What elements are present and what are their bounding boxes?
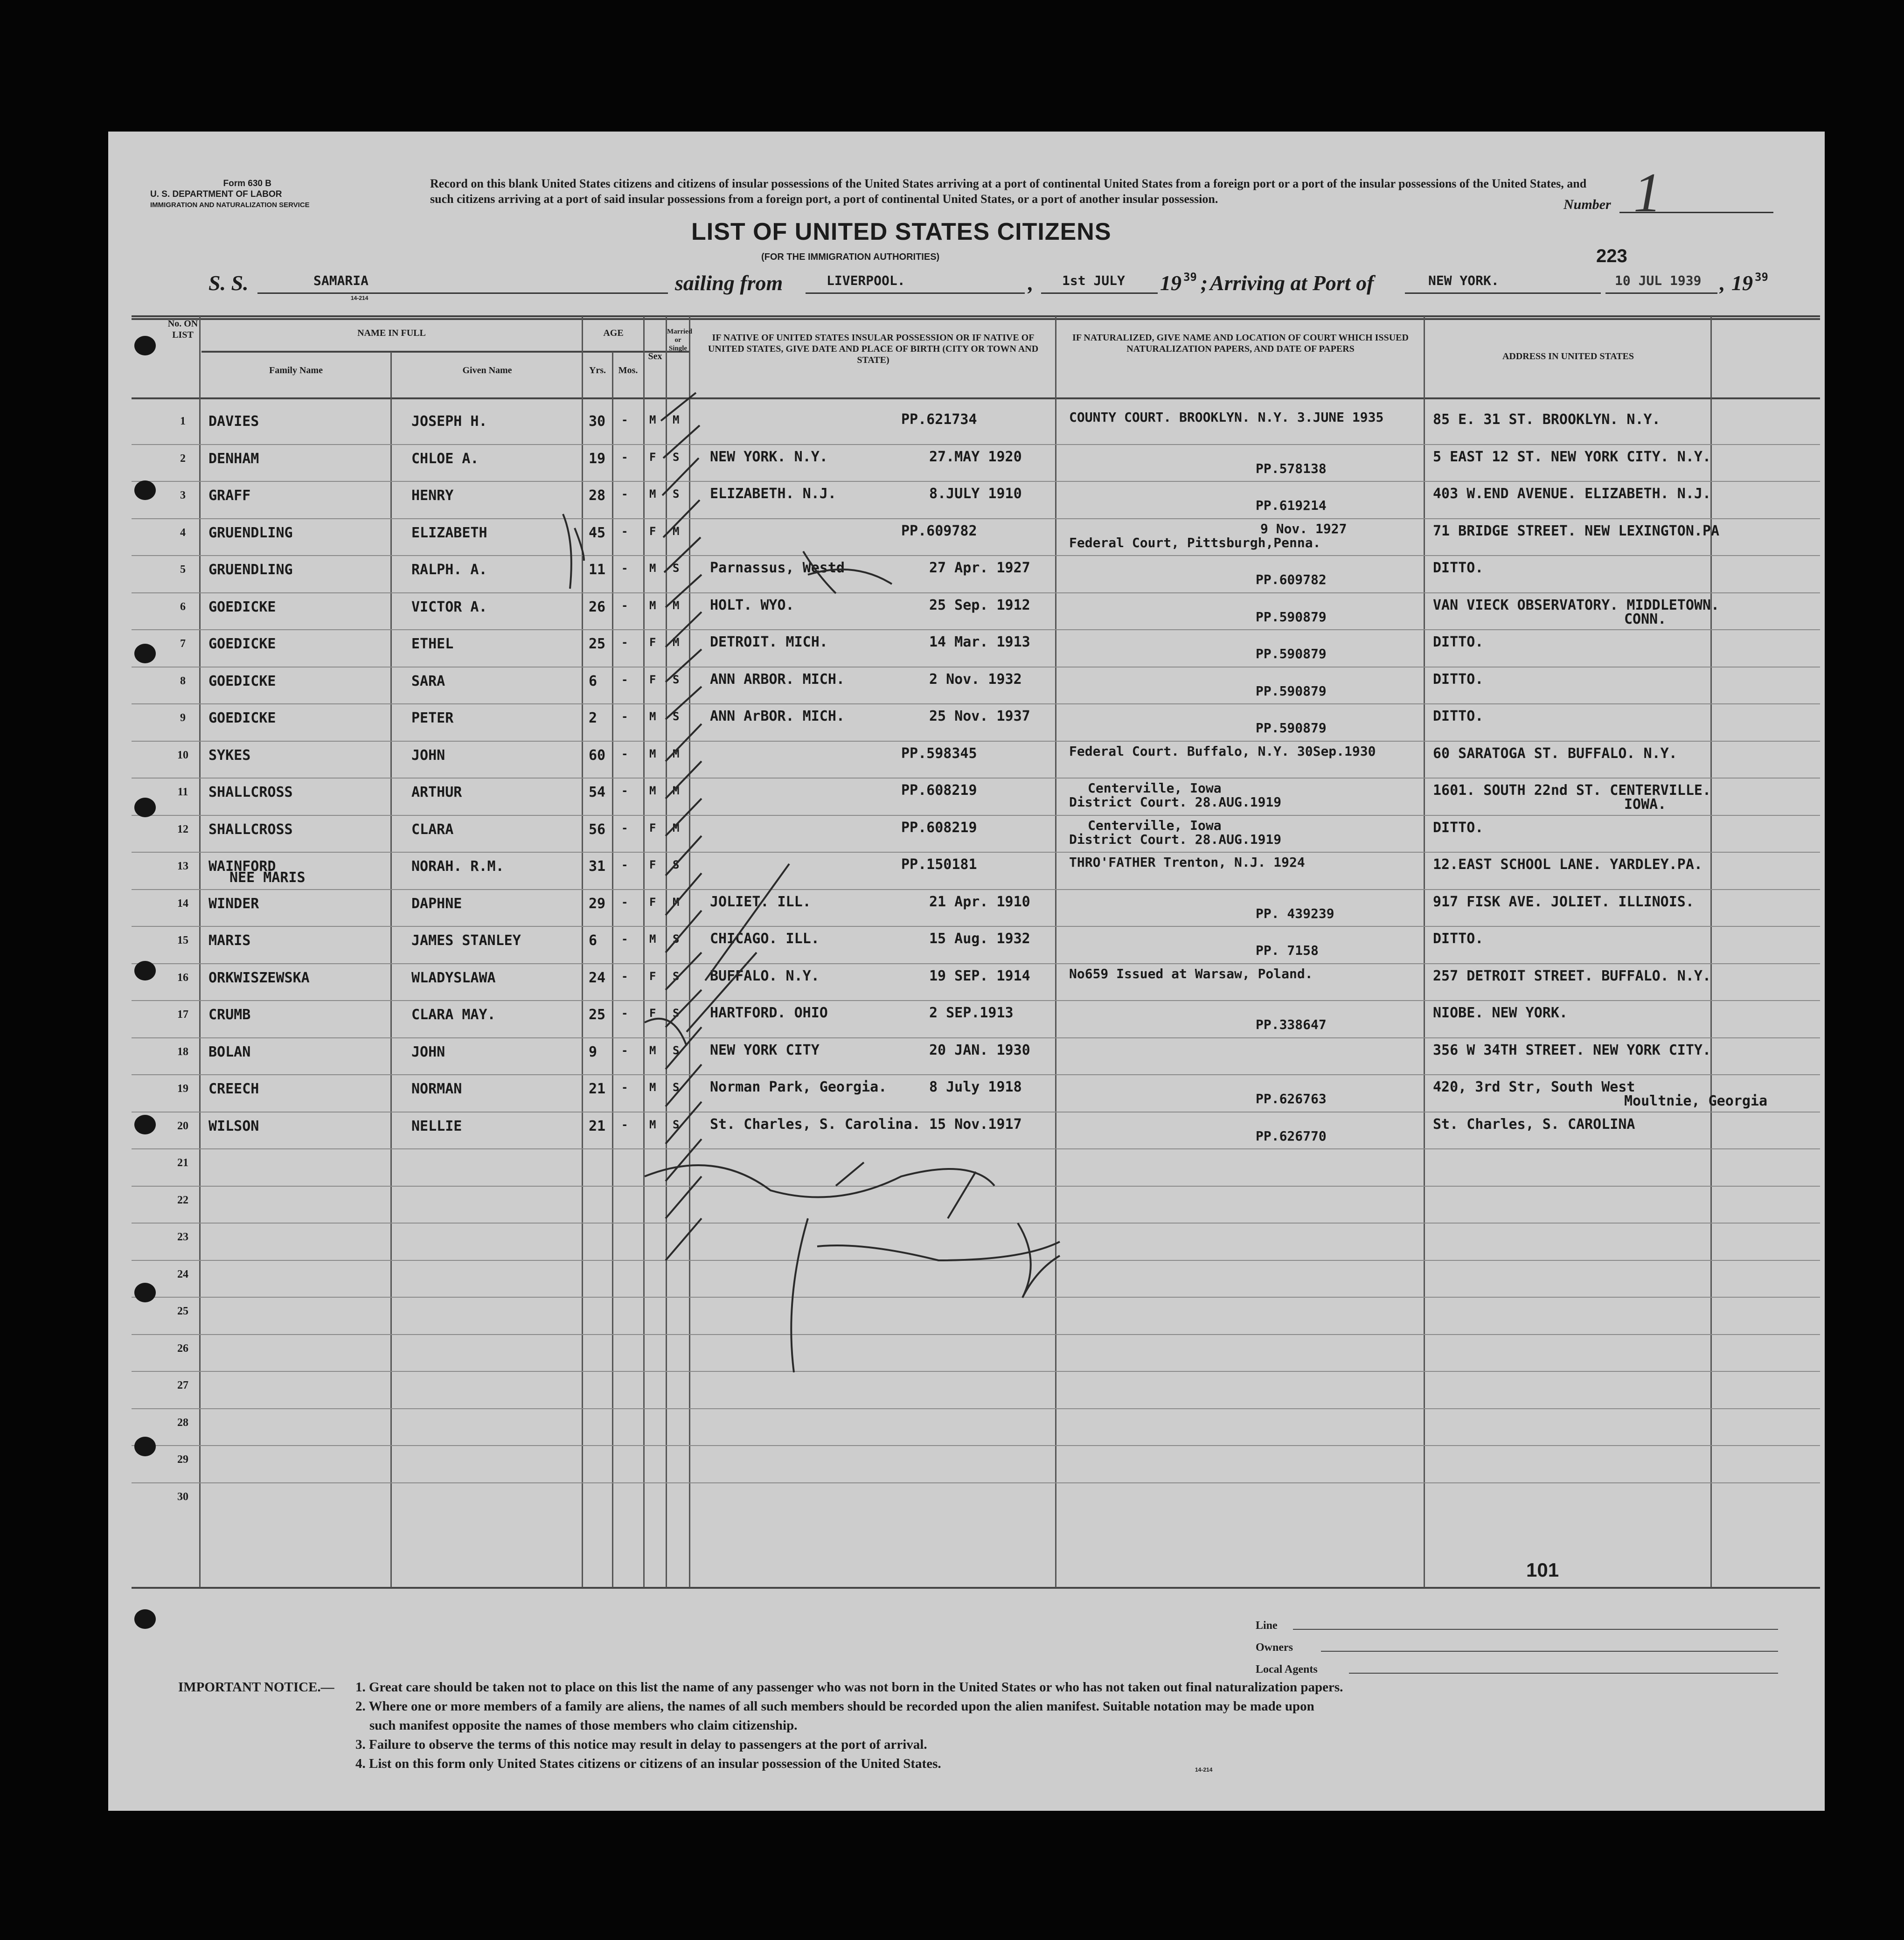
given-name-cell: ARTHUR <box>411 784 462 800</box>
age-months-cell: - <box>621 636 628 649</box>
sex-cell: F <box>649 524 656 538</box>
row-number: 28 <box>177 1416 188 1429</box>
row-number: 3 <box>180 489 186 501</box>
naturalization-cell: COUNTY COURT. BROOKLYN. N.Y. 3.JUNE 1935 <box>1069 410 1384 425</box>
marital-status-cell: S <box>673 858 680 871</box>
sex-cell: F <box>649 821 656 834</box>
row-number: 19 <box>177 1083 188 1095</box>
col-header-mos: Mos. <box>618 365 638 375</box>
form-service: IMMIGRATION AND NATURALIZATION SERVICE <box>150 201 310 209</box>
col-header-given: Given Name <box>462 365 512 375</box>
row-number: 7 <box>180 638 186 650</box>
marital-status-cell: M <box>673 784 680 797</box>
birthplace-cell: ELIZABETH. N.J. <box>710 486 836 502</box>
marital-status-cell: M <box>673 636 680 649</box>
birthplace-cell: DETROIT. MICH. <box>710 634 828 650</box>
address-cell: DITTO. <box>1433 819 1484 836</box>
sex-cell: M <box>649 747 656 760</box>
footer-page-number: 101 <box>1526 1559 1559 1581</box>
form-dept: U. S. DEPARTMENT OF LABOR <box>150 189 282 199</box>
birthplace-cell: ANN ARBOR. MICH. <box>710 671 845 688</box>
naturalization-cell: THRO'FATHER Trenton, N.J. 1924 <box>1069 855 1305 870</box>
row-number: 23 <box>177 1231 188 1243</box>
marital-status-cell: S <box>673 1007 680 1020</box>
depart-year: 39 <box>1183 271 1197 284</box>
row-number: 15 <box>177 934 188 946</box>
row-number: 2 <box>180 452 186 465</box>
number-label: Number <box>1564 197 1611 212</box>
sex-cell: F <box>649 895 656 909</box>
address-cell: DITTO. <box>1433 708 1484 724</box>
row-number: 20 <box>177 1119 188 1132</box>
age-years-cell: 45 <box>589 524 606 541</box>
arrive-year: 39 <box>1755 271 1768 284</box>
age-months-cell: - <box>621 821 628 834</box>
sex-cell: M <box>649 598 656 612</box>
marital-status-cell: S <box>673 562 680 575</box>
sex-cell: M <box>649 1043 656 1057</box>
family-name-cell: WAINFORD <box>208 858 276 875</box>
family-name-cell: DENHAM <box>208 450 259 467</box>
naturalization-cell-line2: PP.590879 <box>1256 683 1327 699</box>
given-name-cell: JOHN <box>411 747 445 764</box>
birthplace-cell: JOLIET. ILL. <box>710 893 811 910</box>
age-years-cell: 28 <box>589 487 606 504</box>
age-years-cell: 60 <box>589 747 606 764</box>
family-name-cell: GOEDICKE <box>208 673 276 689</box>
binder-hole <box>134 480 156 500</box>
marital-status-cell: M <box>673 895 680 909</box>
manifest-sheet: Form 630 B U. S. DEPARTMENT OF LABOR IMMIGRATION AND NATURALIZATION SERVICE Record on this blank United States citizens and citizens of insular possessions of the United States arriving at a port of continental United States from a foreign port or a port of the insular possessions of the United States, and such citizens arriving at a port of said insular possessions from a foreign port, a port of continental United States, or a port of another insular possession. Number 1 LIST OF UNITED STATES CITIZENS (FOR THE IMMIGRATION AUTHORITIES) 223 S. S. SAMARIA 14-214 sailing from LIVERPOOL. , 1st JULY 19 39 ; Arriving at Port of NEW YORK. 10 JUL 1939 , 19 39 No. ON LIST NAME IN FULL Family Name Given Name AGE Yrs. Mos. Sex Married or Single IF NATIVE OF UNITED STATES INSULAR POSSESSION OR IF NATIVE OF UNITED STATES, GIVE DATE AND PLACE OF BIRTH (CITY OR TOWN AND STATE) IF NATURALIZED, GIVE NAME AND LOCATION OF COURT WHICH ISSUED NATURALIZATION PAPERS, AND DATE OF PAPERS ADDRESS IN UNITED STATES 1 2 3 4 5 6 7 8 9 10 11 12 13 14 15 16 17 18 19 20 21 22 23 24 25 26 27 28 29 30 DAVIES JOSEPH H. 30 - M M PP.621734 COUNTY COURT. BROOKLYN. N.Y. 3.JUNE 1935 85 E. 31 ST. BROOKLYN. N.Y. DENHAM CHLOE A. 19 - F S NEW YORK. N.Y. 27.MAY 1920 PP.578138 5 EAST 12 ST. NEW YORK CITY. N.Y. GRAFF HENRY 28 - M S ELIZABETH. N.J. 8.JULY 1910 PP.619214 403 W.END AVENUE. ELIZABETH. N.J. GRUENDLING ELIZABETH 45 - F M PP.609782 9 Nov. 1927 Federal Court, Pittsburgh,Penna. 71 BRIDGE STREET. NEW LEXINGTON.PA GRUENDLING RALPH. A. 11 - M S Parnassus, Westd 27 Apr. 1927 PP.609782 DITTO. GOEDICKE VICTOR A. 26 - M M HOLT. WYO. 25 Sep. 1912 PP.590879 VAN VIECK OBSERVATORY. MIDDLETOWN. CONN. GOEDICKE ETHEL 25 - F M DETROIT. MICH. 14 Mar. 1913 PP.590879 DITTO. GOEDICKE SARA 6 - F S ANN ARBOR. MICH. 2 Nov. 1932 PP.590879 DITTO. GOEDICKE PETER 2 - M S ANN ArBOR. MICH. 25 Nov. 1937 PP.590879 DITTO. SYKES JOHN 60 - M M PP.598345 Federal Court. Buffalo, N.Y. 30Sep.1930 60 SARATOGA ST. BUFFALO. N.Y. SHALLCROSS ARTHUR 54 - M M PP.608219 Centerville, Iowa District Court. 28.AUG.1919 1601. SOUTH 22nd ST. CENTERVILLE. IOWA. SHALLCROSS CLARA 56 - F M PP.608219 Centerville, Iowa District Court. 28.AUG.1919 DITTO. WAINFORD NORAH. R.M. 31 - F S PP.150181 THRO'FATHER Trenton, N.J. 1924 12.EAST SCHOOL LANE. YARDLEY.PA. NEE MARIS WINDER DAPHNE 29 - F M JOLIET. ILL. 21 Apr. 1910 PP. 439239 917 FISK AVE. JOLIET. ILLINOIS. MARIS JAMES STANLEY 6 - M S CHICAGO. ILL. 15 Aug. 1932 PP. 7158 DITTO. ORKWISZEWSKA WLADYSLAWA 24 - F S BUFFALO. N.Y. 19 SEP. 1914 No659 Issued at Warsaw, Poland. 257 DETROIT STREET. BUFFALO. N.Y. CRUMB CLARA MAY. 25 - F S HARTFORD. OHIO 2 SEP.1913 PP.338647 NIOBE. NEW YORK. BOLAN JOHN 9 - M S NEW YORK CITY 20 JAN. 1930 356 W 34TH STREET. NEW YORK CITY. CREECH NORMAN 21 - M S Norman Park, Georgia. 8 July 1918 PP.626763 420, 3rd Str, South West Moultnie, Georgia WILSON NELLIE 21 - M S St. Charles, S. Carolina. 15 Nov.1917 PP.626770 St. Charles, S. CAROLINA 101 Line Owners Local Agents IMPORTANT NOTICE.— 1. Great care should be taken not to place on this list the name of any passenger who was not born in the United States or who has not taken out final naturalization papers. 2. Where one or more members of a family are aliens, the names of all such members should be recorded upon the alien manifest. Suitable notation may be made upon such manifest opposite the names of those members who claim citizenship. 3. Failure to observe the terms of this notice may result in delay to passengers at the port of arrival. 4. List on this form only United States citizens or citizens of an insular possession of the United States. 14-214 <box>108 132 1825 1811</box>
row-number: 27 <box>177 1379 188 1391</box>
birth-date-cell: 2 SEP.1913 <box>929 1005 1014 1021</box>
given-name-cell: JOHN <box>411 1043 445 1060</box>
address-cell: 71 BRIDGE STREET. NEW LEXINGTON.PA <box>1433 522 1720 539</box>
birth-date-cell: 8.JULY 1910 <box>929 486 1022 502</box>
col-header-name: NAME IN FULL <box>357 328 426 338</box>
row-number: 25 <box>177 1305 188 1317</box>
row-number: 13 <box>177 860 188 872</box>
binder-hole <box>134 1437 156 1456</box>
family-name-cell: GOEDICKE <box>208 710 276 726</box>
row-number: 14 <box>177 897 188 910</box>
sex-cell: F <box>649 636 656 649</box>
ship-name: SAMARIA <box>313 273 369 288</box>
sex-cell: M <box>649 487 656 501</box>
age-months-cell: - <box>621 562 628 575</box>
handwritten-marks <box>108 132 1825 1811</box>
birth-date-cell: PP.621734 <box>901 411 977 428</box>
col-header-address: ADDRESS IN UNITED STATES <box>1502 351 1634 362</box>
notice-3: 3. Failure to observe the terms of this notice may result in delay to passengers at the port of arrival. <box>355 1737 927 1752</box>
age-months-cell: - <box>621 413 628 426</box>
row-number: 16 <box>177 971 188 984</box>
family-name-cell: GRUENDLING <box>208 524 293 541</box>
given-name-cell: NELLIE <box>411 1118 462 1134</box>
agent-owners-label: Owners <box>1256 1641 1293 1654</box>
age-months-cell: - <box>621 673 628 686</box>
family-name-cell: SYKES <box>208 747 251 764</box>
birth-date-cell: 27.MAY 1920 <box>929 448 1022 465</box>
birthplace-cell: CHICAGO. ILL. <box>710 931 820 947</box>
family-name-cell: GRAFF <box>208 487 251 504</box>
age-months-cell: - <box>621 524 628 538</box>
binder-hole <box>134 1283 156 1302</box>
age-years-cell: 26 <box>589 598 606 615</box>
given-name-cell: NORMAN <box>411 1081 462 1097</box>
age-years-cell: 54 <box>589 784 606 800</box>
family-name-note-cell: NEE MARIS <box>229 869 306 886</box>
address-cell-line2: IOWA. <box>1624 796 1667 813</box>
family-name-cell: MARIS <box>208 932 251 949</box>
age-years-cell: 21 <box>589 1118 606 1134</box>
birthplace-cell: Norman Park, Georgia. <box>710 1079 887 1095</box>
family-name-cell: ORKWISZEWSKA <box>208 969 310 986</box>
age-years-cell: 25 <box>589 636 606 652</box>
page-number: 223 <box>1596 246 1627 266</box>
row-number: 18 <box>177 1045 188 1058</box>
age-months-cell: - <box>621 858 628 871</box>
birthplace-cell: St. Charles, S. Carolina. <box>710 1116 921 1133</box>
row-number: 22 <box>177 1194 188 1206</box>
agents-block <box>1256 1615 1318 1681</box>
age-months-cell: - <box>621 969 628 983</box>
sex-cell: F <box>649 450 656 464</box>
birth-date-cell: PP.608219 <box>901 819 977 836</box>
address-cell: DITTO. <box>1433 560 1484 576</box>
birth-date-cell: PP.150181 <box>901 856 977 873</box>
depart-date: 1st JULY <box>1062 273 1125 288</box>
address-cell: 917 FISK AVE. JOLIET. ILLINOIS. <box>1433 893 1694 910</box>
age-months-cell: - <box>621 710 628 723</box>
age-years-cell: 24 <box>589 969 606 986</box>
age-years-cell: 11 <box>589 562 606 578</box>
birth-date-cell: PP.609782 <box>901 522 977 539</box>
marital-status-cell: S <box>673 487 680 501</box>
family-name-cell: CREECH <box>208 1081 259 1097</box>
ship-code: 14-214 <box>351 295 368 301</box>
marital-status-cell: S <box>673 673 680 686</box>
binder-hole <box>134 1609 156 1629</box>
sex-cell: M <box>649 932 656 946</box>
notice-code: 14-214 <box>1195 1766 1213 1773</box>
marital-status-cell: M <box>673 413 680 426</box>
given-name-cell: DAPHNE <box>411 895 462 912</box>
row-number: 1 <box>180 415 186 427</box>
naturalization-cell-line2: PP.590879 <box>1256 609 1327 625</box>
birth-date-cell: 21 Apr. 1910 <box>929 893 1030 910</box>
marital-status-cell: S <box>673 932 680 946</box>
naturalization-cell: Centerville, Iowa <box>1088 817 1222 833</box>
given-name-cell: WLADYSLAWA <box>411 969 496 986</box>
birth-date-cell: 25 Nov. 1937 <box>929 708 1030 724</box>
birth-date-cell: 14 Mar. 1913 <box>929 634 1030 650</box>
address-cell: 12.EAST SCHOOL LANE. YARDLEY.PA. <box>1433 856 1702 873</box>
birth-date-cell: 8 July 1918 <box>929 1079 1022 1095</box>
notice-4: 4. List on this form only United States citizens or citizens of an insular possession of the United States. <box>355 1756 941 1771</box>
sex-cell: F <box>649 1007 656 1020</box>
col-header-family: Family Name <box>269 365 323 375</box>
sex-cell: F <box>649 969 656 983</box>
address-cell: St. Charles, S. CAROLINA <box>1433 1116 1635 1133</box>
row-number: 17 <box>177 1008 188 1021</box>
family-name-cell: GOEDICKE <box>208 598 276 615</box>
address-cell: DITTO. <box>1433 634 1484 650</box>
naturalization-cell-line2: District Court. 28.AUG.1919 <box>1069 794 1282 810</box>
row-number: 26 <box>177 1342 188 1355</box>
given-name-cell: RALPH. A. <box>411 562 487 578</box>
age-months-cell: - <box>621 487 628 501</box>
naturalization-cell-line2: PP.626763 <box>1256 1091 1327 1106</box>
sex-cell: F <box>649 673 656 686</box>
marital-status-cell: M <box>673 821 680 834</box>
family-name-cell: SHALLCROSS <box>208 821 293 838</box>
binder-hole <box>134 961 156 980</box>
binder-hole <box>134 336 156 355</box>
given-name-cell: HENRY <box>411 487 454 504</box>
birthplace-cell: NEW YORK. N.Y. <box>710 448 828 465</box>
birthplace-cell: Parnassus, Westd <box>710 560 845 576</box>
naturalization-cell: Federal Court. Buffalo, N.Y. 30Sep.1930 <box>1069 743 1376 759</box>
address-cell: 403 W.END AVENUE. ELIZABETH. N.J. <box>1433 486 1711 502</box>
to-port: NEW YORK. <box>1428 273 1499 288</box>
marital-status-cell: S <box>673 969 680 983</box>
row-number: 5 <box>180 563 186 576</box>
page-title: LIST OF UNITED STATES CITIZENS <box>691 218 1112 245</box>
age-years-cell: 29 <box>589 895 606 912</box>
naturalization-cell-line2: PP.626770 <box>1256 1128 1327 1144</box>
given-name-cell: CHLOE A. <box>411 450 479 467</box>
col-header-no: No. ON LIST <box>167 319 198 340</box>
row-number: 8 <box>180 674 186 687</box>
age-years-cell: 6 <box>589 673 598 689</box>
row-number: 12 <box>177 823 188 835</box>
birth-date-cell: 19 SEP. 1914 <box>929 967 1030 984</box>
address-cell: 257 DETROIT STREET. BUFFALO. N.Y. <box>1433 967 1711 984</box>
sex-cell: M <box>649 710 656 723</box>
row-number: 30 <box>177 1490 188 1503</box>
age-months-cell: - <box>621 1043 628 1057</box>
address-cell: 60 SARATOGA ST. BUFFALO. N.Y. <box>1433 745 1677 762</box>
age-years-cell: 19 <box>589 450 606 467</box>
age-years-cell: 21 <box>589 1081 606 1097</box>
address-cell: 356 W 34TH STREET. NEW YORK CITY. <box>1433 1042 1711 1058</box>
naturalization-cell-line2: PP.590879 <box>1256 646 1327 661</box>
family-name-cell: DAVIES <box>208 413 259 430</box>
age-months-cell: - <box>621 450 628 464</box>
age-years-cell: 31 <box>589 858 606 875</box>
agent-owners-underline <box>1321 1651 1778 1652</box>
notice-2b: such manifest opposite the names of those members who claim citizenship. <box>369 1718 798 1733</box>
row-number: 24 <box>177 1268 188 1280</box>
age-years-cell: 2 <box>589 710 598 726</box>
birth-date-cell: 15 Aug. 1932 <box>929 931 1030 947</box>
row-number: 29 <box>177 1453 188 1466</box>
naturalization-cell-line2: PP.578138 <box>1256 460 1327 476</box>
address-cell: DITTO. <box>1433 671 1484 688</box>
col-header-birth: IF NATIVE OF UNITED STATES INSULAR POSSESSION OR IF NATIVE OF UNITED STATES, GIVE DATE AND PLACE OF BIRTH (CITY OR TOWN AND STATE) <box>708 333 1039 365</box>
age-months-cell: - <box>621 784 628 797</box>
binder-hole <box>134 798 156 817</box>
naturalization-cell-line2: District Court. 28.AUG.1919 <box>1069 831 1282 847</box>
given-name-cell: CLARA <box>411 821 454 838</box>
naturalization-cell-line2: PP.609782 <box>1256 572 1327 587</box>
birthplace-cell: HARTFORD. OHIO <box>710 1005 828 1021</box>
given-name-cell: ELIZABETH <box>411 524 487 541</box>
birthplace-cell: BUFFALO. N.Y. <box>710 967 820 984</box>
address-cell: 85 E. 31 ST. BROOKLYN. N.Y. <box>1433 411 1661 428</box>
family-name-cell: SHALLCROSS <box>208 784 293 800</box>
family-name-cell: BOLAN <box>208 1043 251 1060</box>
given-name-cell: JOSEPH H. <box>411 413 487 430</box>
naturalization-cell-line2: PP.338647 <box>1256 1017 1327 1032</box>
address-cell: 5 EAST 12 ST. NEW YORK CITY. N.Y. <box>1433 448 1711 465</box>
row-number: 6 <box>180 600 186 613</box>
naturalization-cell-line2: Federal Court, Pittsburgh,Penna. <box>1069 535 1321 550</box>
sex-cell: F <box>649 858 656 871</box>
col-header-age: AGE <box>603 328 624 338</box>
agent-line-underline <box>1293 1629 1778 1630</box>
sex-cell: M <box>649 562 656 575</box>
address-cell: DITTO. <box>1433 931 1484 947</box>
age-years-cell: 25 <box>589 1007 606 1023</box>
age-months-cell: - <box>621 598 628 612</box>
family-name-cell: CRUMB <box>208 1007 251 1023</box>
given-name-cell: NORAH. R.M. <box>411 858 504 875</box>
family-name-cell: WINDER <box>208 895 259 912</box>
address-cell-line2: Moultnie, Georgia <box>1624 1093 1768 1109</box>
naturalization-cell: Centerville, Iowa <box>1088 780 1222 796</box>
sex-cell: M <box>649 784 656 797</box>
age-months-cell: - <box>621 895 628 909</box>
row-number: 21 <box>177 1157 188 1169</box>
birth-date-cell: 2 Nov. 1932 <box>929 671 1022 688</box>
given-name-cell: JAMES STANLEY <box>411 932 521 949</box>
marital-status-cell: S <box>673 450 680 464</box>
address-cell: 1601. SOUTH 22nd ST. CENTERVILLE. <box>1433 782 1711 799</box>
address-cell-line2: CONN. <box>1624 611 1667 627</box>
agent-line-label: Line <box>1256 1620 1278 1632</box>
page-subtitle: (FOR THE IMMIGRATION AUTHORITIES) <box>761 252 940 262</box>
given-name-cell: CLARA MAY. <box>411 1007 496 1023</box>
agent-local-label: Local Agents <box>1256 1663 1318 1676</box>
col-header-yrs: Yrs. <box>589 365 606 375</box>
birth-date-cell: 15 Nov.1917 <box>929 1116 1022 1133</box>
birth-date-cell: PP.608219 <box>901 782 977 799</box>
age-years-cell: 30 <box>589 413 606 430</box>
given-name-cell: ETHEL <box>411 636 454 652</box>
notice-1: 1. Great care should be taken not to place on this list the name of any passenger who was not born in the United States or who has not taken out final naturalization papers. <box>355 1680 1343 1695</box>
birth-date-cell: 25 Sep. 1912 <box>929 597 1030 613</box>
age-months-cell: - <box>621 1081 628 1094</box>
binder-hole <box>134 644 156 663</box>
marital-status-cell: S <box>673 1118 680 1131</box>
marital-status-cell: M <box>673 598 680 612</box>
notice-2a: 2. Where one or more members of a family are aliens, the names of all such members should be recorded upon the alien manifest. Suitable notation may be made upon <box>355 1699 1314 1714</box>
birth-date-cell: PP.598345 <box>901 745 977 762</box>
intro-text: Record on this blank United States citizens and citizens of insular possessions of the United States arriving at a port of continental United States from a foreign port or a port of the insular possessions of the United States, and such citizens arriving at a port of said insular possessions from a foreign port, a port of continental United States, or a port of another insular possession. <box>430 177 1587 206</box>
agent-local-underline <box>1349 1673 1778 1674</box>
marital-status-cell: M <box>673 524 680 538</box>
age-months-cell: - <box>621 747 628 760</box>
sex-cell: M <box>649 1118 656 1131</box>
binder-hole <box>134 1115 156 1134</box>
age-months-cell: - <box>621 932 628 946</box>
family-name-cell: GRUENDLING <box>208 562 293 578</box>
address-cell: VAN VIECK OBSERVATORY. MIDDLETOWN. <box>1433 597 1720 613</box>
birthplace-cell: HOLT. WYO. <box>710 597 794 613</box>
form-id: Form 630 B <box>223 179 271 188</box>
birthplace-cell: ANN ArBOR. MICH. <box>710 708 845 724</box>
birth-date-cell: 20 JAN. 1930 <box>929 1042 1030 1058</box>
depart-year-prefix: 19 <box>1160 271 1181 295</box>
arriving-label: Arriving at Port of <box>1210 271 1374 295</box>
col-header-naturalized: IF NATURALIZED, GIVE NAME AND LOCATION OF COURT WHICH ISSUED NATURALIZATION PAPERS, AND DATE OF PAPERS <box>1072 333 1409 354</box>
col-header-sex: Sex <box>648 351 662 362</box>
naturalization-cell-line2: PP. 7158 <box>1256 943 1319 958</box>
ss-label: S. S. <box>208 271 249 295</box>
given-name-cell: SARA <box>411 673 445 689</box>
age-months-cell: - <box>621 1118 628 1131</box>
arrive-date: 10 JUL 1939 <box>1615 273 1702 288</box>
sailing-label: sailing from <box>675 271 783 295</box>
marital-status-cell: S <box>673 1043 680 1057</box>
marital-status-cell: S <box>673 710 680 723</box>
naturalization-cell: 9 Nov. 1927 <box>1260 521 1347 536</box>
arrive-year-prefix: 19 <box>1731 271 1753 295</box>
row-number: 9 <box>180 712 186 724</box>
row-number: 11 <box>177 786 188 798</box>
sex-cell: M <box>649 413 656 426</box>
from-port: LIVERPOOL. <box>827 273 905 288</box>
age-years-cell: 9 <box>589 1043 598 1060</box>
sex-cell: M <box>649 1081 656 1094</box>
notice-title: IMPORTANT NOTICE.— <box>178 1680 334 1695</box>
given-name-cell: VICTOR A. <box>411 598 487 615</box>
row-number: 10 <box>177 749 188 761</box>
address-cell: 420, 3rd Str, South West <box>1433 1079 1635 1095</box>
age-months-cell: - <box>621 1007 628 1020</box>
naturalization-cell-line2: PP. 439239 <box>1256 905 1334 921</box>
row-number: 4 <box>180 526 186 539</box>
family-name-cell: GOEDICKE <box>208 636 276 652</box>
naturalization-cell-line2: PP.619214 <box>1256 498 1327 513</box>
birthplace-cell: NEW YORK CITY <box>710 1042 820 1058</box>
naturalization-cell: No659 Issued at Warsaw, Poland. <box>1069 966 1313 981</box>
number-value: 1 <box>1633 161 1661 223</box>
naturalization-cell-line2: PP.590879 <box>1256 720 1327 736</box>
age-years-cell: 6 <box>589 932 598 949</box>
family-name-cell: WILSON <box>208 1118 259 1134</box>
address-cell: NIOBE. NEW YORK. <box>1433 1005 1568 1021</box>
col-header-married: Married or Single <box>667 328 693 352</box>
birth-date-cell: 27 Apr. 1927 <box>929 560 1030 576</box>
marital-status-cell: M <box>673 747 680 760</box>
given-name-cell: PETER <box>411 710 454 726</box>
age-years-cell: 56 <box>589 821 606 838</box>
marital-status-cell: S <box>673 1081 680 1094</box>
